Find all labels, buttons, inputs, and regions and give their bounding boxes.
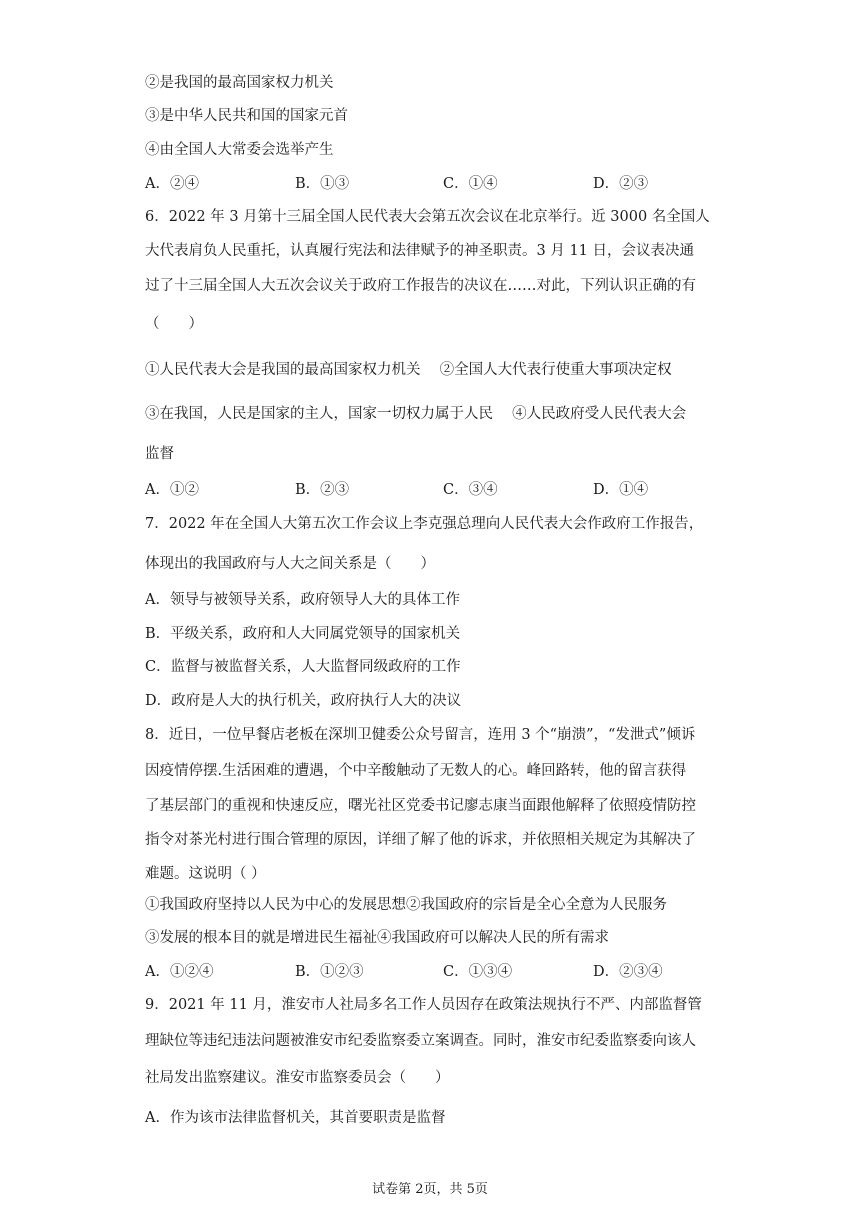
- page-footer: 试卷第 2页，共 5页: [372, 1182, 488, 1197]
- q7-option-d: D．政府是人大的执行机关，政府执行人大的决议: [145, 693, 462, 709]
- q9-stem-line: 理缺位等违纪违法问题被淮安市纪委监察委立案调查。同时，淮安市纪委监察委向该人: [145, 1033, 696, 1049]
- q6-option-c: C．③④: [443, 482, 498, 498]
- q6-statement-line: 监督: [145, 446, 174, 462]
- q5-option-c: C．①④: [443, 176, 498, 192]
- q8-stem-line: 难题。这说明（ ）: [145, 866, 266, 882]
- q6-stem-line: 6．2022 年 3 月第十三届全国人民代表大会第五次会议在北京举行。近 3000 名全国人: [145, 209, 710, 225]
- q8-stem-line: 8．近日，一位早餐店老板在深圳卫健委公众号留言，连用 3 个“崩溃”，“发泄式”倾诉: [145, 727, 696, 743]
- q9-stem-line: 9．2021 年 11 月，淮安市人社局多名工作人员因存在政策法规执行不严、内部监督管: [145, 997, 702, 1013]
- q8-statement-line: ③发展的根本目的就是增进民生福祉④我国政府可以解决人民的所有需求: [145, 930, 609, 946]
- q5-statement-2: ②是我国的最高国家权力机关: [145, 75, 334, 91]
- q7-option-a: A．领导与被领导关系，政府领导人大的具体工作: [145, 592, 460, 608]
- q6-stem-line: 过了十三届全国人大五次会议关于政府工作报告的决议在……对此，下列认识正确的有: [145, 278, 696, 294]
- q6-statement-line: ③在我国，人民是国家的主人，国家一切权力属于人民 ④人民政府受人民代表大会: [145, 406, 687, 422]
- q5-option-d: D．②③: [593, 176, 649, 192]
- q7-option-c: C．监督与被监督关系，人大监督同级政府的工作: [145, 659, 461, 675]
- q5-option-a: A．②④: [145, 176, 199, 192]
- q8-option-a: A．①②④: [145, 964, 214, 980]
- q7-stem-line: 7．2022 年在全国人大第五次工作会议上李克强总理向人民代表大会作政府工作报告，: [145, 516, 704, 532]
- q8-stem-line: 了基层部门的重视和快速反应，曙光社区党委书记廖志康当面跟他解释了依照疫情防控: [145, 798, 696, 814]
- q7-stem-line: 体现出的我国政府与人大之间关系是（ ）: [145, 556, 435, 572]
- q9-stem-line: 社局发出监察建议。淮安市监察委员会（ ）: [145, 1070, 450, 1086]
- q8-option-d: D．②③④: [593, 964, 663, 980]
- q8-stem-line: 指令对茶光村进行围合管理的原因，详细了解了他的诉求，并依照相关规定为其解决了: [145, 832, 696, 848]
- q6-answer-blank: （ ）: [145, 316, 203, 332]
- q6-option-d: D．①④: [593, 482, 649, 498]
- q5-statement-4: ④由全国人大常委会选举产生: [145, 142, 334, 158]
- q8-option-b: B．①②③: [295, 964, 364, 980]
- q8-statement-line: ①我国政府坚持以人民为中心的发展思想②我国政府的宗旨是全心全意为人民服务: [145, 897, 667, 913]
- q6-option-b: B．②③: [295, 482, 350, 498]
- q6-stem-line: 大代表肩负人民重托，认真履行宪法和法律赋予的神圣职责。3 月 11 日，会议表决通: [145, 243, 695, 259]
- q6-statement-line: ①人民代表大会是我国的最高国家权力机关 ②全国人大代表行使重大事项决定权: [145, 362, 672, 378]
- q8-option-c: C．①③④: [443, 964, 513, 980]
- q7-option-b: B．平级关系，政府和人大同属党领导的国家机关: [145, 626, 461, 642]
- q5-option-b: B．①③: [295, 176, 350, 192]
- q8-stem-line: 因疫情停摆.生活困难的遭遇，个中辛酸触动了无数人的心。峰回路转，他的留言获得: [145, 763, 687, 779]
- q5-statement-3: ③是中华人民共和国的国家元首: [145, 108, 348, 124]
- q6-option-a: A．①②: [145, 482, 199, 498]
- q9-option-a: A．作为该市法律监督机关，其首要职责是监督: [145, 1110, 446, 1126]
